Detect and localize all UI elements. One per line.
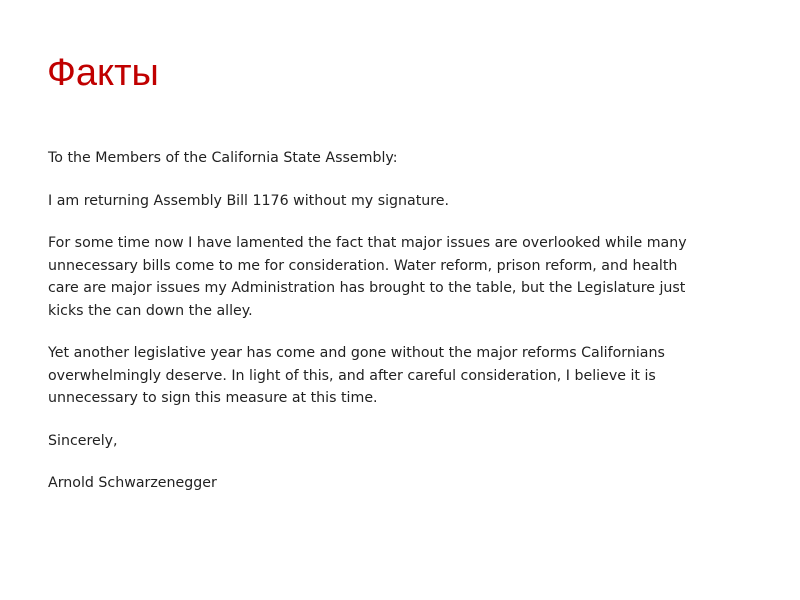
paragraph-1 — [48, 190, 768, 213]
text-line: I am returning Assembly Bill 1176 without my signature. — [48, 192, 450, 209]
paragraph-3 — [48, 342, 768, 410]
signature — [48, 472, 768, 495]
text-line: Yet another legislative year has come and gone without the major reforms Californians — [48, 345, 665, 361]
text-line: overwhelmingly deserve. In light of this, and after careful consideration, I believe it is — [48, 367, 656, 384]
text-line: care are major issues my Administration has brought to the table, but the Legislature just — [48, 280, 686, 296]
text-line: kicks the can down the alley. — [48, 302, 253, 319]
closing — [48, 430, 768, 453]
letter-body — [48, 147, 768, 515]
salutation — [48, 147, 768, 170]
paragraph-2 — [48, 232, 768, 322]
text-line: For some time now I have lamented the fact that major issues are overlooked while many — [48, 235, 687, 251]
text-line: unnecessary to sign this measure at this time. — [48, 390, 378, 406]
text-line: Arnold Schwarzenegger — [48, 475, 217, 491]
text-line: To the Members of the California State Assembly: — [48, 150, 398, 166]
text-line: unnecessary bills come to me for consideration. Water reform, prison reform, and health — [48, 257, 678, 274]
slide-title: Факты — [47, 52, 159, 94]
text-line: Sincerely, — [48, 432, 118, 449]
